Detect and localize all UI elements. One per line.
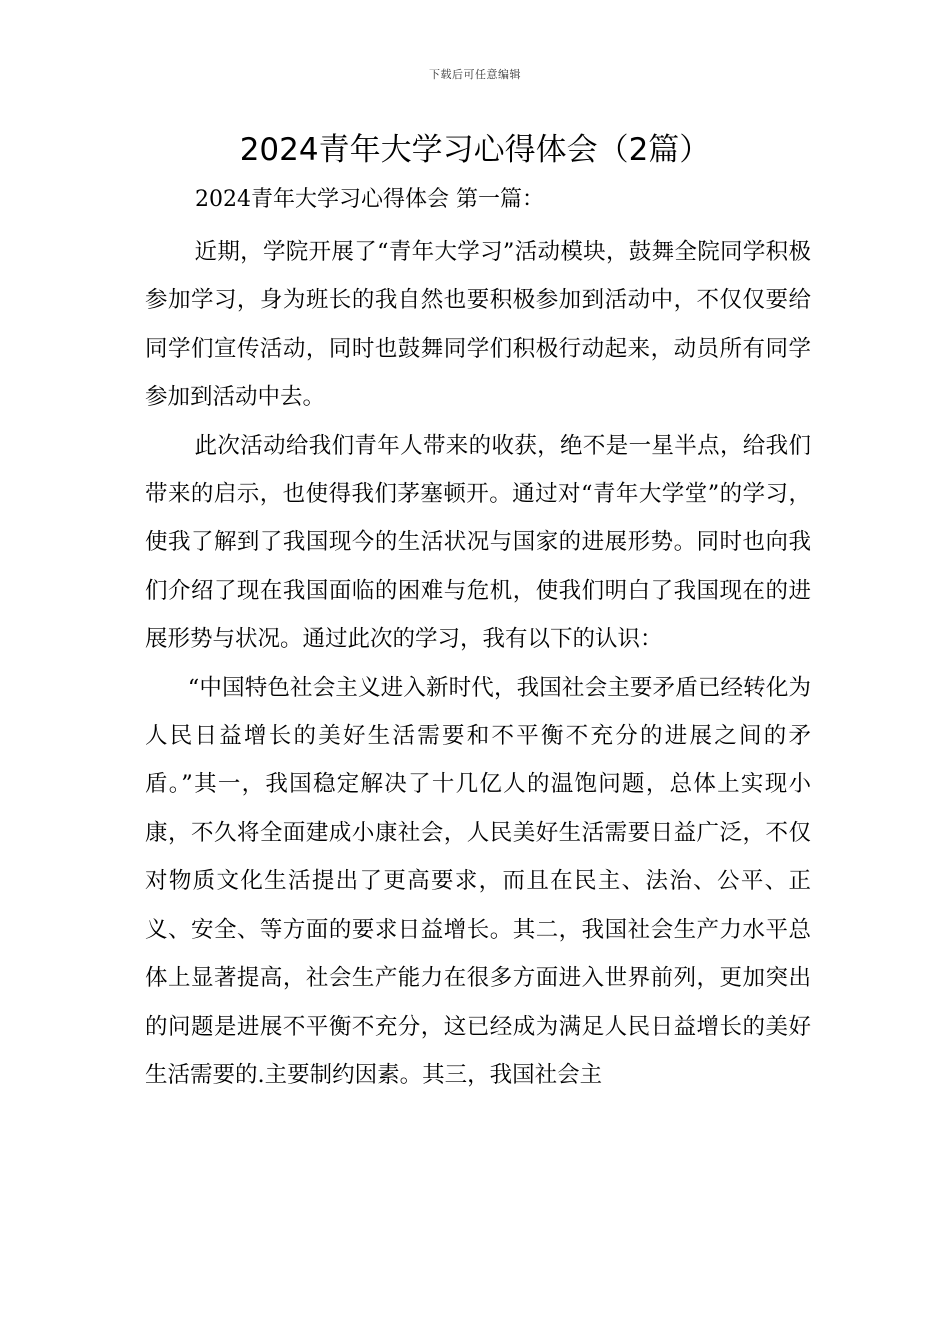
paragraph-3: “中国特色社会主义进入新时代，我国社会主要矛盾已经转化为人民日益增长的美好生活需要和不平衡不充分的进展之间的矛盾。”其一，我国稳定解决了十几亿人的温饱问题，总体上实现小康，不久将全面建成小康社会，人民美好生活需要日益广泛，不仅对物质文化生活提出了更高要求，而且在民主、法治、公平、正义、安全、等方面的要求日益增长。其二，我国社会生产力水平总体上显著提高，社会生产能力在很多方面进入世界前列，更加突出的问题是进展不平衡不充分，这已经成为满足人民日益增长的美好生活需要的.主要制约因素。其三，我国社会主 <box>145 674 811 1088</box>
section-subtitle: 2024青年大学习心得体会 第一篇： <box>195 187 544 212</box>
header-note: 下载后可任意编辑 <box>429 68 521 81</box>
document-title: 2024青年大学习心得体会（2篇） <box>239 132 711 168</box>
document-body <box>145 228 811 1099</box>
paragraph-2: 此次活动给我们青年人带来的收获，绝不是一星半点，给我们带来的启示，也使得我们茅塞顿开。通过对“青年大学堂”的学习，使我了解到了我国现今的生活状况与国家的进展形势。同时也向我们介绍了现在我国面临的困难与危机，使我们明白了我国现在的进展形势与状况。通过此次的学习，我有以下的认识： <box>145 432 811 653</box>
paragraph-1: 近期，学院开展了“青年大学习”活动模块，鼓舞全院同学积极参加学习，身为班长的我自然也要积极参加到活动中，不仅仅要给同学们宣传活动，同时也鼓舞同学们积极行动起来，动员所有同学参加到活动中去。 <box>145 239 811 411</box>
